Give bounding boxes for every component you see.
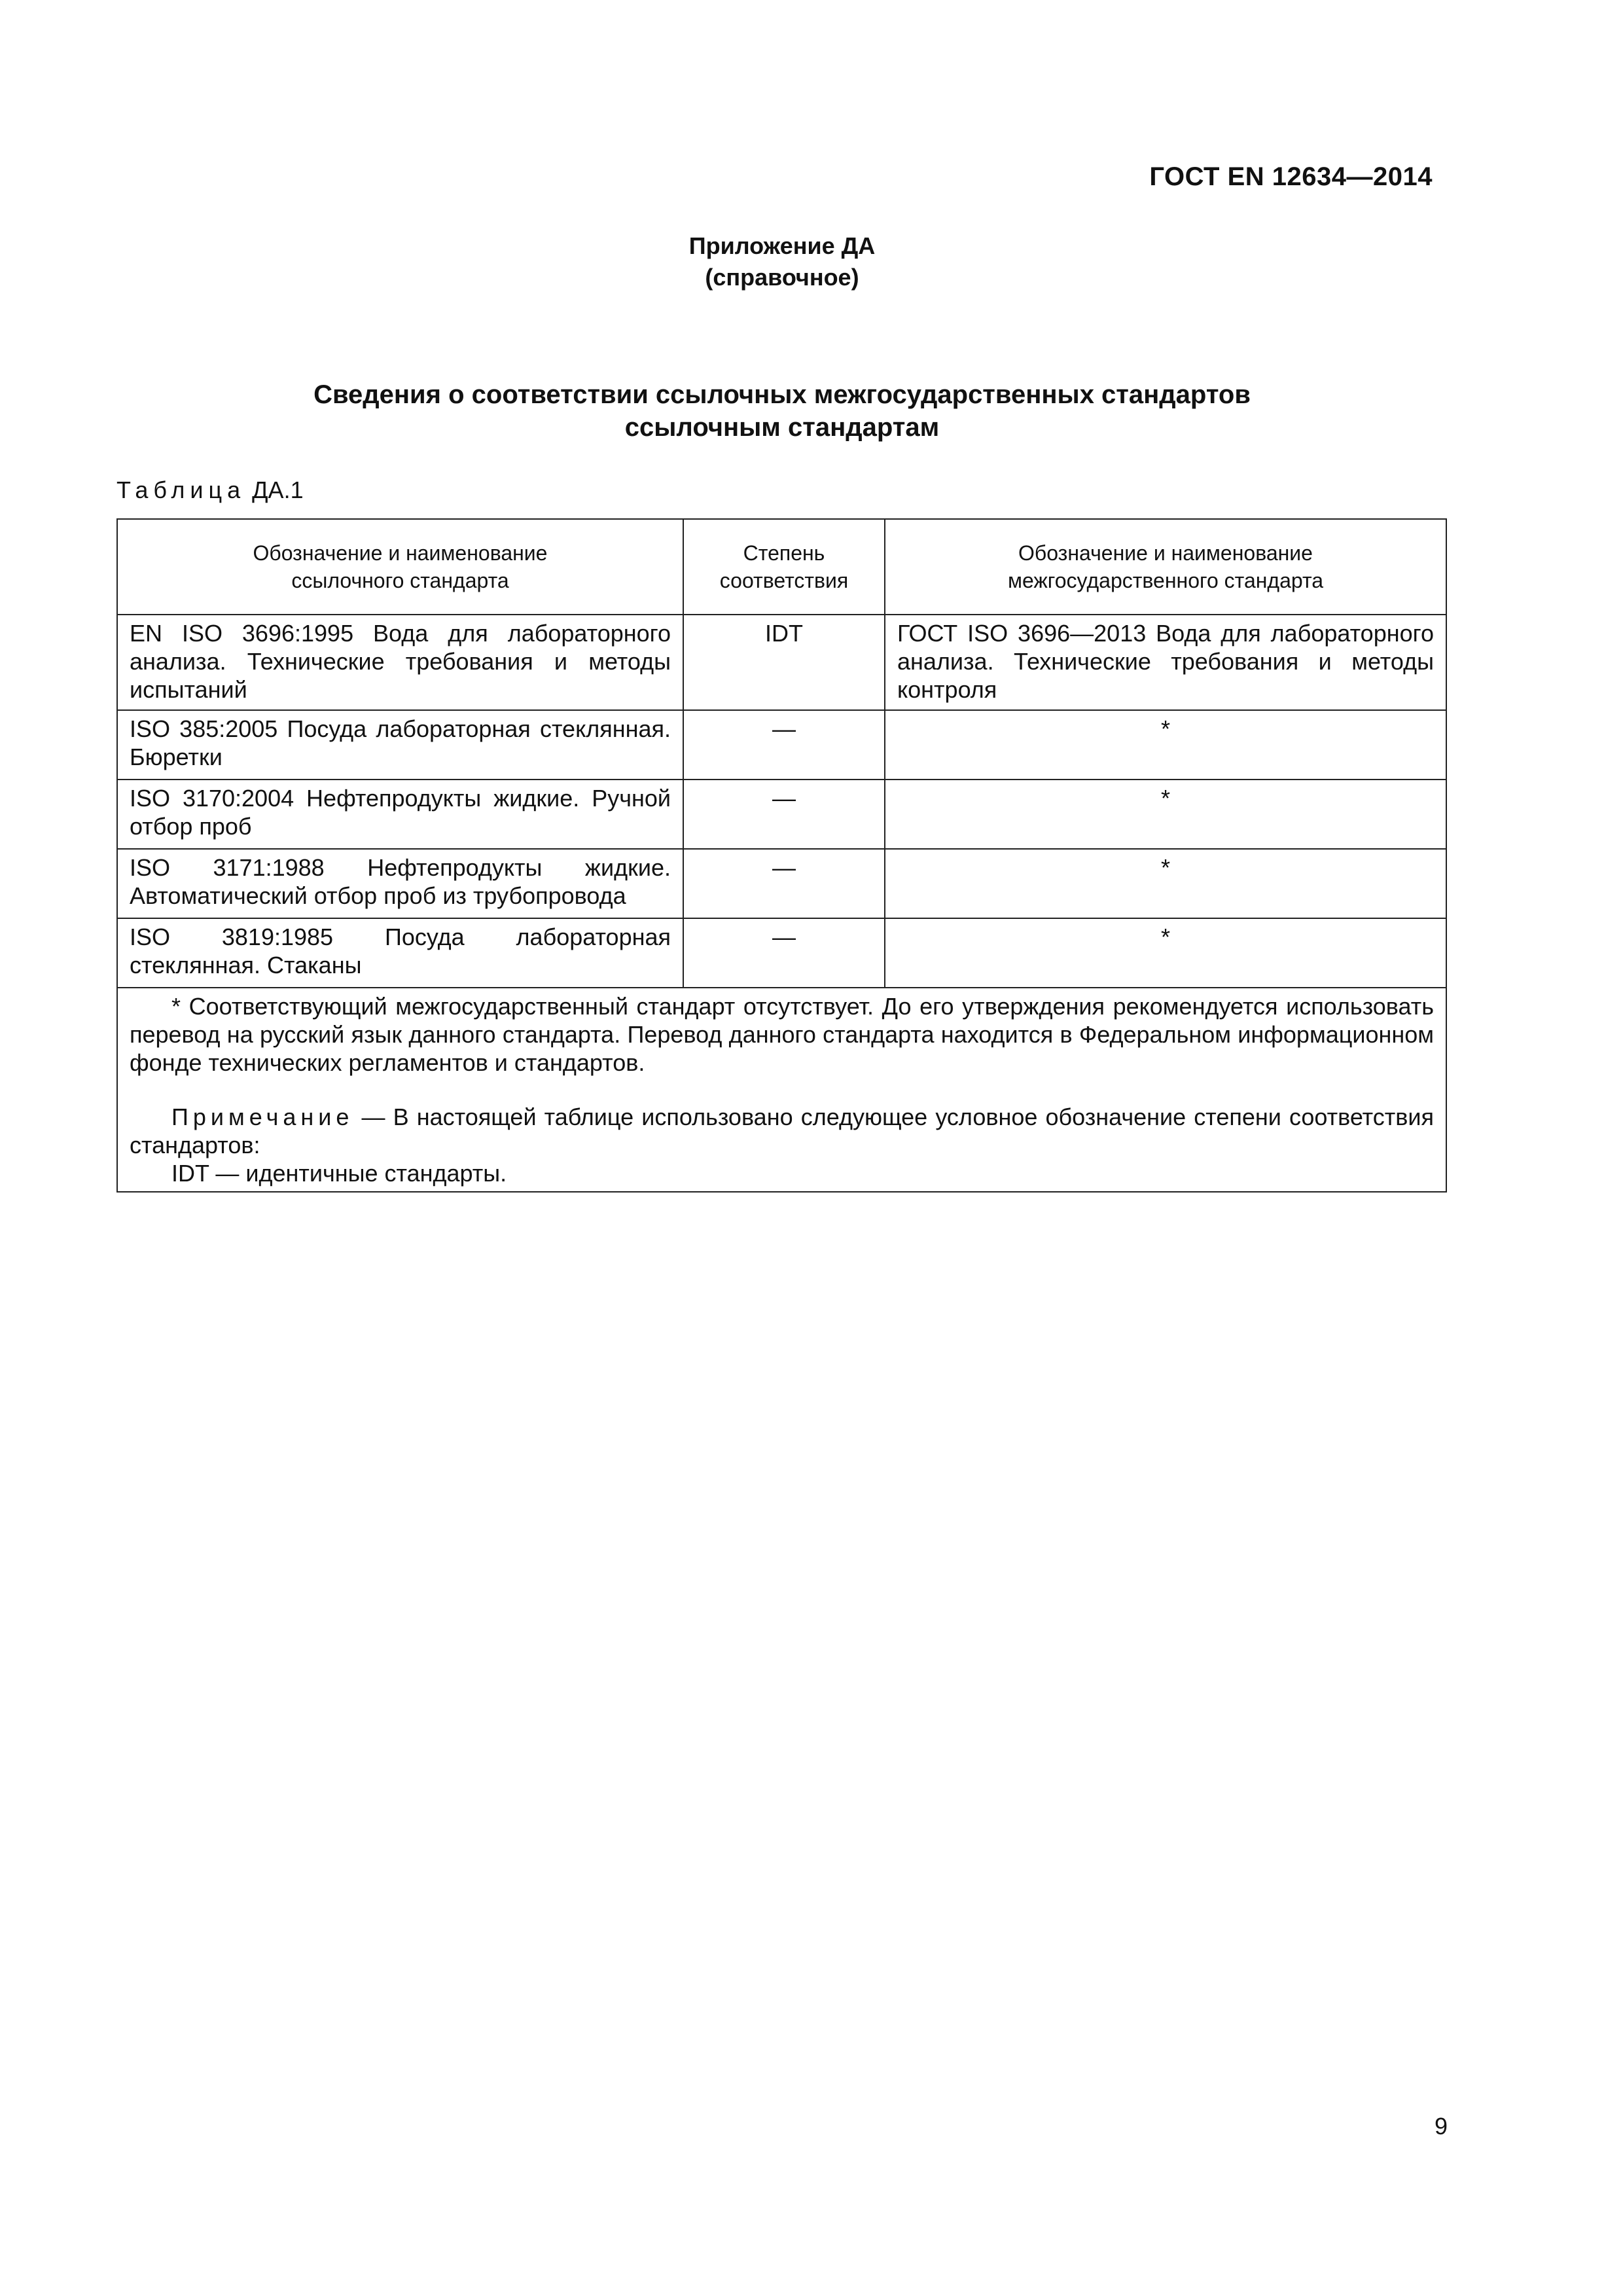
table-row: [117, 849, 1446, 918]
cell-degree: —: [683, 849, 885, 918]
table-caption-id: ДА.1: [252, 476, 304, 503]
note: [130, 1103, 1434, 1159]
header-degree: [683, 519, 885, 615]
cell-reference: ISO 385:2005 Посуда лабораторная стеклянная. Бюретки: [117, 710, 683, 780]
cell-reference: EN ISO 3696:1995 Вода для лабораторного анализа. Технические требования и методы испытаний: [117, 615, 683, 710]
main-title: [0, 378, 1564, 444]
cell-reference: ISO 3819:1985 Посуда лабораторная стеклянная. Стаканы: [117, 918, 683, 988]
cell-interstate: *: [885, 780, 1446, 849]
table-row: [117, 710, 1446, 780]
cell-interstate: *: [885, 849, 1446, 918]
main-title-line-2: ссылочным стандартам: [624, 413, 940, 442]
header-interstate-standard: [885, 519, 1446, 615]
footnote-text: * Соответствующий межгосударственный стандарт отсутствует. До его утверждения рекомендуется использовать перевод на русский язык данного стандарта. Перевод данного стандарта находится в Федеральном информационном фонде технических регламентов и стандартов.: [130, 993, 1434, 1076]
appendix-title: Приложение ДА: [688, 232, 876, 259]
appendix-subtitle: (справочное): [705, 264, 859, 291]
document-code: ГОСТ EN 12634—2014: [1149, 162, 1433, 191]
table-row: [117, 615, 1446, 710]
header-reference-standard: [117, 519, 683, 615]
table-footer-row: [117, 988, 1446, 1192]
note-idt-definition: IDT — идентичные стандарты.: [171, 1160, 507, 1187]
table-header-row: [117, 519, 1446, 615]
cell-interstate: ГОСТ ISO 3696—2013 Вода для лабораторного анализа. Технические требования и методы контроля: [885, 615, 1446, 710]
appendix-heading: [0, 230, 1564, 293]
table-row: [117, 918, 1446, 988]
cell-degree: —: [683, 918, 885, 988]
note-label: Примечание: [171, 1103, 354, 1130]
table-caption-word: Таблица: [116, 476, 246, 503]
cell-reference: ISO 3171:1988 Нефтепродукты жидкие. Автоматический отбор проб из трубопровода: [117, 849, 683, 918]
cell-interstate: *: [885, 710, 1446, 780]
main-title-line-1: Сведения о соответствии ссылочных межгосударственных стандартов: [313, 380, 1251, 409]
header-col1-line2: ссылочного стандарта: [291, 569, 509, 592]
table-caption: [116, 476, 304, 504]
header-col2-line1: Степень: [743, 541, 825, 565]
cell-degree: —: [683, 780, 885, 849]
note-text: — В настоящей таблице использовано следующее условное обозначение степени соответствия стандартов:: [130, 1103, 1434, 1158]
cell-interstate: *: [885, 918, 1446, 988]
table-footer: [117, 988, 1446, 1192]
cell-reference: ISO 3170:2004 Нефтепродукты жидкие. Ручной отбор проб: [117, 780, 683, 849]
header-col3-line1: Обозначение и наименование: [1018, 541, 1313, 565]
page-number: 9: [1435, 2113, 1448, 2140]
header-col3-line2: межгосударственного стандарта: [1007, 569, 1324, 592]
header-col1-line1: Обозначение и наименование: [253, 541, 548, 565]
table-row: [117, 780, 1446, 849]
cell-degree: —: [683, 710, 885, 780]
cell-degree: IDT: [683, 615, 885, 710]
header-col2-line2: соответствия: [719, 569, 849, 592]
standards-table: [116, 518, 1447, 1193]
